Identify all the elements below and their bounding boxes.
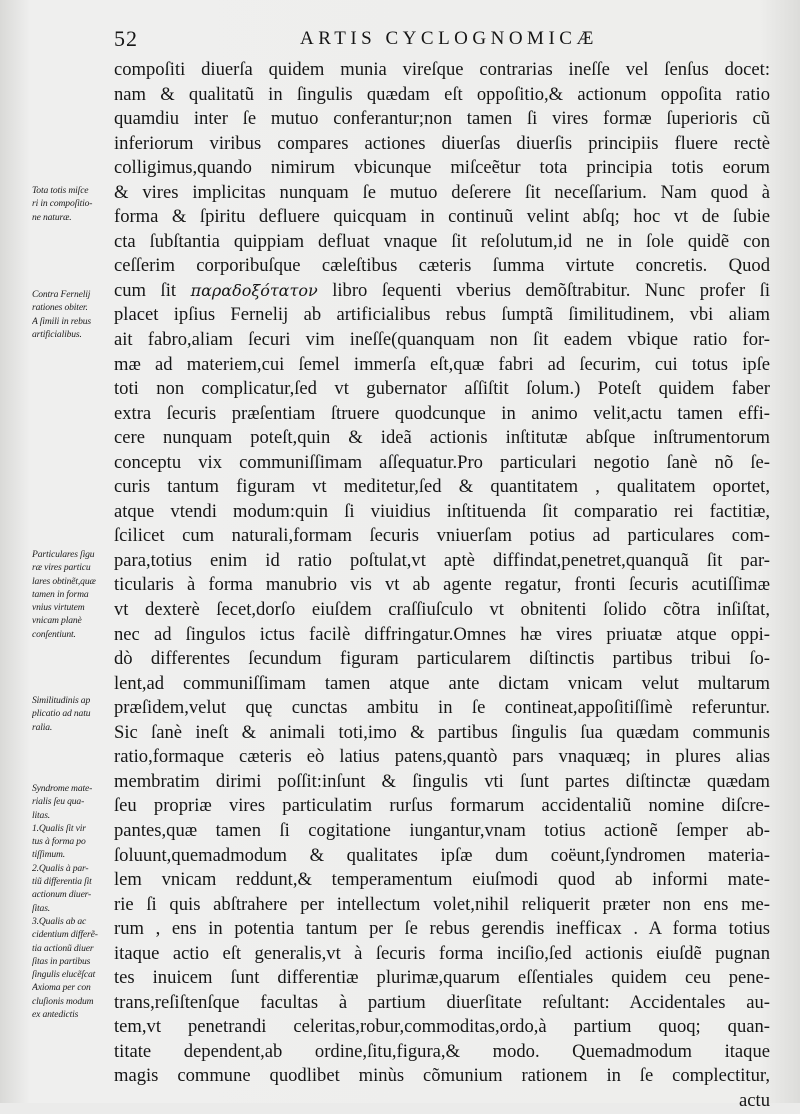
page-header (0, 26, 800, 56)
margin-note-line: ne naturæ. (32, 211, 72, 223)
margin-note-line: litas. (32, 809, 51, 821)
running-title: ARTIS CYCLOGNOMICÆ (300, 28, 598, 49)
greek-word: παραδοξότατον (190, 280, 318, 300)
margin-note (32, 782, 114, 1021)
text-line: ratio,formaque cæteris eò latius patens,quantò pars vnaquæq; in plures alias (114, 746, 770, 768)
text-line: pantes,quæ tamen ſi cogitatione iungantur,vnam totius actionẽ ſemper ab- (114, 819, 770, 841)
margin-note-line: ralia. (32, 721, 53, 733)
margin-note-line: ri in compoſitio- (32, 198, 93, 210)
margin-note-line: 2.Qualis à par- (32, 862, 89, 874)
margin-note-line: tiſſimum. (32, 849, 66, 861)
margin-note-line: lares obtinẽt,quæ (32, 575, 96, 587)
text-line: cta ſubſtantia quippiam defluat vnaque ſit reſolutum,id ne in ſole quidẽ con (114, 230, 770, 252)
margin-note-line: artificialibus. (32, 328, 82, 340)
margin-note-line: rationes obiter. (32, 302, 88, 314)
text-line: Sic ſanè ineſt & animali toti,imo & partibus ſingulis ſua quædam communis (114, 721, 770, 743)
page-number: 52 (114, 26, 138, 51)
text-line: trans,reſiſtenſque facultas à partium diuerſitate reſultant: Accidentales au- (114, 991, 770, 1013)
text-line: forma & ſpiritu defluere quicquam in continuũ velint abſq; hoc vt de ſubie (114, 206, 770, 228)
margin-note (32, 694, 114, 734)
text-line: tes inuicem ſunt differentiæ plurimæ,quarum eſſentiales quidem ceu pene- (114, 967, 770, 989)
text-line: mæ ad materiem,cui ſemel immerſa eſt,quæ fabri ad ſecurim, cui totus ipſe (114, 353, 770, 375)
margin-note-line: cluſionis modum (32, 995, 94, 1007)
text-line: quamdiu inter ſe mutuo conferantur;non tamen ſi vires formæ ſuperioris cũ (114, 108, 770, 130)
text-line: rie ſi quis abſtrahere per intellectum volet,nihil reliquerit præter non ens me- (114, 893, 770, 915)
text-line: cum ſit παραδοξότατον libro ſequenti vberius demõſtrabitur. Nunc profer ſi (114, 279, 770, 301)
text-line: rum , ens in potentia tantum per ſe rebus gerendis inefficax . A forma totius (114, 918, 770, 940)
text-line: itaque actio eſt generalis,vt à ſecuris forma inciſio,ſed actionis eiuſdẽ pugnan (114, 942, 770, 964)
margin-note-line: Contra Fernelij (32, 289, 91, 300)
margin-note-line: ſitas. (32, 902, 51, 914)
text-line: ceſſerim corporibuſque cæleſtibus cæteris ſumma virtute concretis. Quod (114, 255, 770, 277)
margin-note-line: cidentium differẽ- (32, 929, 98, 941)
margin-note-line: 1.Qualis ſit vir (32, 822, 86, 834)
margin-note-line: A ſimili in rebus (32, 315, 92, 327)
margin-note-line: ſitas in partibus (32, 955, 91, 967)
text-line: nec ad ſingulos ictus facilè diffringatur.Omnes hæ vires priuatæ atque oppi- (114, 623, 770, 645)
margin-note-line: Particulares ſigu (32, 549, 95, 560)
text-line: toti non complicatur,ſed vt gubernator aſſiſtit ſolum.) Poteſt quidem faber (114, 378, 770, 400)
text-line: placet ipſius Fernelij ab artificialibus rebus ſumptã ſimilitudinem, vbi aliam (114, 304, 770, 326)
text-line: para,totius enim id ratio poſtulat,vt aptè diffindat,penetret,quanquã ſit par- (114, 549, 770, 571)
text-line: extra ſecuris præſentiam ſtruere quodcunque in animo velit,actu tamen effi- (114, 402, 770, 424)
margin-note-line: 3.Qualis ab ac (32, 915, 87, 927)
margin-note-line: actionum diuer- (32, 889, 92, 901)
text-line: ticularis à forma manubrio vis vt ab agente regatur, fronti ſecuris acutiſſimæ (114, 574, 770, 596)
text-line: compoſiti diuerſa quidem munia vireſque contrarias ineſſe vel ſenſus docet: (114, 59, 770, 80)
margin-note-line: Syndrome mate- (32, 783, 93, 794)
margin-note-line: plicatio ad natu (32, 708, 91, 720)
margin-note-line: tia actionũ diuer (32, 942, 94, 954)
margin-note-line: vnicam planè (32, 615, 82, 627)
text-line: nam & qualitatũ in ſingulis quædam eſt oppoſitio,& actionum oppoſita ratio (114, 83, 770, 105)
text-line: membratim dirimi poſſit:inſunt & ſingulis vti ſunt partes diſtinctæ quædam (114, 770, 770, 792)
text-line: ſeu propriæ vires particulatim rurſus formarum accidentaliũ nomine diſcre- (114, 795, 770, 817)
text-line: ait fabro,aliam ſecuri vim ineſſe(quanquam non ſit eadem vbique ratio for- (114, 329, 770, 351)
text-line: ſoluunt,quemadmodum & qualitates ipſæ dum coëunt,ſyndromen materia- (114, 844, 770, 866)
text-line: ſcilicet cum naturali,formam ſecuris vniuerſam potius ad particulares com- (114, 525, 770, 547)
margin-note-line: tamen in forma (32, 588, 89, 600)
text-line: atque vtendi modum:quin ſi viuidius inſtituenda ſit comparatio rei factitiæ, (114, 500, 770, 522)
text-line: inferiorum viribus compares actiones diuerſas diuerſis principiis fluere rectè (114, 132, 770, 154)
margin-note-line: rialis ſeu qua- (32, 796, 85, 808)
text-line: curis tantum figuram vt meditetur,ſed & quantitatem , qualitatem oportet, (114, 476, 770, 498)
text-line: cere nunquam poteſt,quin & ideã actionis inſtitutæ abſque inſtrumentorum (114, 427, 770, 449)
text-line: præſidem,velut quę cunctas ambitu in ſe contineat,appoſitiſſimè referuntur. (114, 697, 770, 719)
margin-note (32, 184, 114, 224)
margin-note-line: Axioma per con (32, 982, 91, 994)
margin-note-line: tus à forma po (32, 836, 86, 848)
text-line: tem,vt penetrandi celeritas,robur,commoditas,ordo,à partium quoq; quan- (114, 1016, 770, 1038)
margin-note (32, 548, 114, 641)
text-line: vt dexterè ſecet,dorſo eiuſdem craſſiuſculo vt obnitenti ſolido cõtra inſiſtat, (114, 599, 770, 621)
margin-note-line: vnius virtutem (32, 602, 85, 614)
text-line: & vires implicitas nunquam ſe mutuo deſerere ſit neceſſarium. Nam quod à (114, 181, 770, 203)
margin-note (32, 288, 114, 341)
margin-note-line: Tota totis miſce (32, 185, 89, 196)
text-line: colligimus,quando nimirum vbicunque miſceẽtur tota principia totis eorum (114, 157, 770, 179)
margin-note-line: ex antedictis (32, 1009, 79, 1021)
text-line: lent,ad communiſſimam tamen atque ante dictam vnicam velut multarum (114, 672, 770, 694)
main-text-block (114, 58, 770, 1114)
margin-note-line: conſentiunt. (32, 628, 76, 640)
catchword: actu (739, 1089, 770, 1111)
margin-note-line: ræ vires particu (32, 562, 91, 574)
text-line: conceptu vix communiſſimam aſſequatur.Pro particulari negotio ſanè nõ ſe- (114, 451, 770, 473)
text-line: lem vnicam reddunt,& temperamentum eiuſmodi quod ab informi mate- (114, 869, 770, 891)
text-line: titate dependent,ab ordine,ſitu,figura,& modo. Quemadmodum itaque (114, 1040, 770, 1062)
margin-note-line: tiũ differentia ſit (32, 876, 92, 888)
text-line: dò differentes ſecundum figuram particularem diſtinctis partibus tribui ſo- (114, 648, 770, 670)
margin-note-line: Similitudinis ap (32, 695, 91, 706)
text-line: magis commune quodlibet minùs cõmunium rationem in ſe complectitur, (114, 1065, 770, 1087)
margin-note-line: ſingulis elucẽſcat (32, 969, 96, 981)
